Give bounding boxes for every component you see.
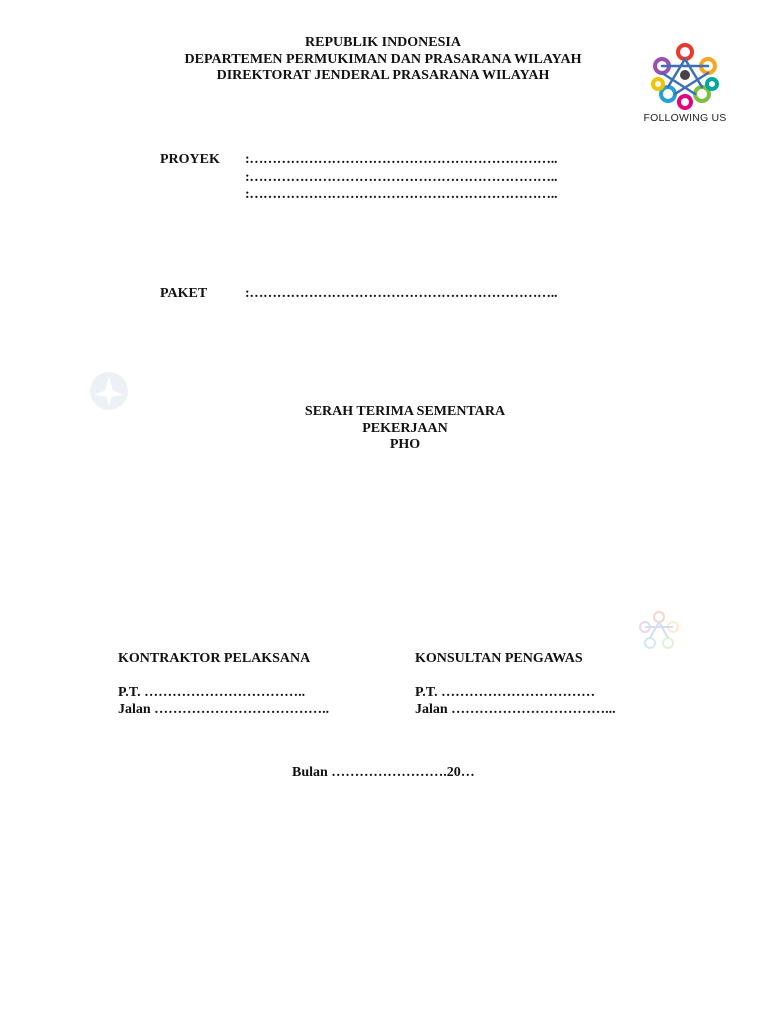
konsultan-jalan: Jalan ……………………………... xyxy=(415,702,616,717)
paket-label: PAKET xyxy=(160,286,208,301)
konsultan-heading: KONSULTAN PENGAWAS xyxy=(415,651,583,666)
proyek-line-3: :………………………………………………………….. xyxy=(245,187,558,202)
header-line-2: DEPARTEMEN PERMUKIMAN DAN PRASARANA WILAYAH xyxy=(184,51,582,67)
colorful-star-network-logo-icon xyxy=(650,42,720,112)
date-line: Bulan …………………….20… xyxy=(292,765,475,780)
logo-caption: FOLLOWING US xyxy=(643,112,727,124)
kontraktor-pt: P.T. …………………………….. xyxy=(118,685,306,700)
proyek-line-2: :………………………………………………………….. xyxy=(245,170,558,185)
title-line-2: PEKERJAAN xyxy=(362,420,448,436)
paket-line: :………………………………………………………….. xyxy=(245,286,558,301)
header-line-1: REPUBLIK INDONESIA xyxy=(305,35,461,50)
title-line-1: SERAH TERIMA SEMENTARA xyxy=(304,404,506,419)
konsultan-pt: P.T. …………………………… xyxy=(415,685,596,700)
kontraktor-jalan: Jalan ……………………………….. xyxy=(118,702,330,717)
proyek-label: PROYEK xyxy=(160,152,220,167)
document-title xyxy=(200,404,610,454)
proyek-line-1: :………………………………………………………….. xyxy=(245,152,558,167)
faint-network-watermark-icon xyxy=(638,610,680,652)
faint-flower-watermark-icon xyxy=(88,370,130,412)
document-header xyxy=(150,35,616,85)
kontraktor-heading: KONTRAKTOR PELAKSANA xyxy=(118,651,311,666)
title-line-3: PHO xyxy=(389,437,421,452)
header-line-3: DIREKTORAT JENDERAL PRASARANA WILAYAH xyxy=(216,68,550,83)
